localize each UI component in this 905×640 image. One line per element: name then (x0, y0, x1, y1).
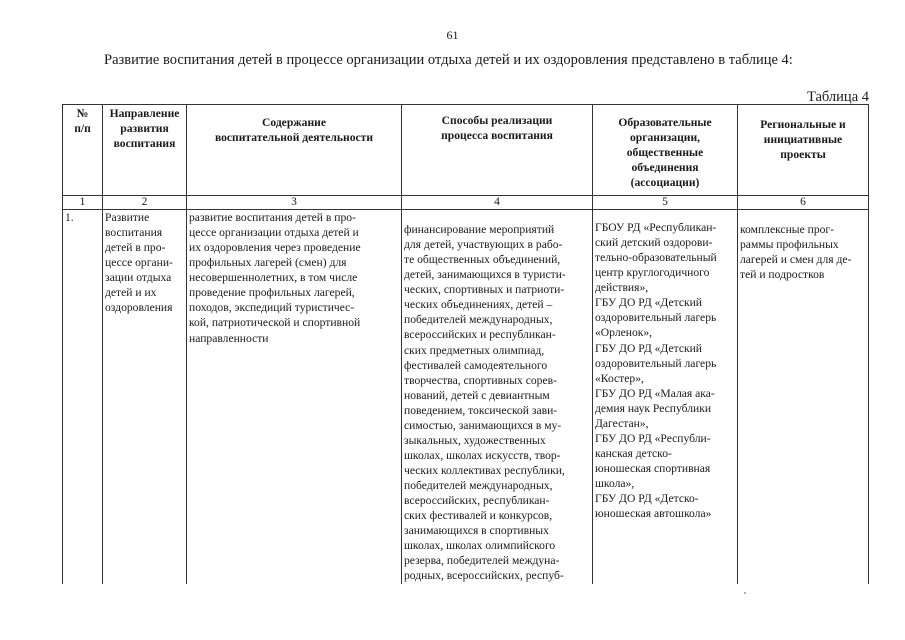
row-direction: Развитие воспитания детей в про- цессе органи- зации отдыха детей и их оздоровления (103, 210, 187, 584)
row-content: развитие воспитания детей в про- цессе организации отдыха детей и их оздоровления через проведение профильных лагерей (смен) для несовершеннолетних, в том числе проведение профильных лагерей, походов, экспедиций туристичес- кой, патриотической и спортивной направленности (187, 210, 402, 584)
column-number-row (63, 196, 869, 210)
column-number: 6 (738, 196, 869, 210)
header-organizations: Образовательные организации, общественные объединения (ассоциации) (593, 105, 738, 196)
row-methods: финансирование мероприятий для детей, участвующих в рабо- те общественных объединений, детей, занимающихся в туристи- ческих, спортивных и патриоти- ческих объединениях, детей – победителей международных, всероссийских и республикан- ских предметных олимпиад, фестивалей самодеятельного творчества, спортивных сорев- нований, детей с девиантным поведением, токсической зави- симостью, занимающихся в му- зыкальных, художественных школах, школах искусств, твор- ческих коллективах республики, победителей международных, всероссийских, республикан- ских фестивалей и конкурсов, занимающихся в спортивных школах, школах олимпийского резерва, победителей междуна- родных, всероссийских, респуб- (402, 210, 593, 584)
intro-paragraph: Развитие воспитания детей в процессе организации отдыха детей и их оздоровления представлено в таблице 4: (104, 52, 793, 68)
scan-speck (744, 592, 746, 594)
header-methods: Способы реализации процесса воспитания (402, 105, 593, 196)
header-direction: Направление развития воспитания (103, 105, 187, 196)
header-projects: Региональные и инициативные проекты (738, 105, 869, 196)
row-projects: комплексные прог- раммы профильных лагерей и смен для де- тей и подростков (738, 210, 869, 584)
table-label: Таблица 4 (806, 89, 869, 105)
row-organizations: ГБОУ РД «Республикан- ский детский оздорови- тельно-образовательный центр круглогодичного действия», ГБУ ДО РД «Детский оздоровительный лагерь «Орленок», ГБУ ДО РД «Детский оздоровительный лагерь «Костер», ГБУ ДО РД «Малая ака- демия наук Республики Дагестан», ГБУ ДО РД «Республи- канская детско- юношеская спортивная школа», ГБУ ДО РД «Детско- юношеская автошкола» (593, 210, 738, 584)
column-number: 2 (103, 196, 187, 210)
data-table (62, 104, 869, 584)
header-content: Содержание воспитательной деятельности (187, 105, 402, 196)
header-row (63, 105, 869, 196)
column-number: 3 (187, 196, 402, 210)
table-row (63, 210, 869, 584)
page-number: 61 (446, 28, 459, 42)
column-number: 4 (402, 196, 593, 210)
header-number: № п/п (63, 105, 103, 196)
row-number: 1. (63, 210, 103, 584)
column-number: 1 (63, 196, 103, 210)
column-number: 5 (593, 196, 738, 210)
